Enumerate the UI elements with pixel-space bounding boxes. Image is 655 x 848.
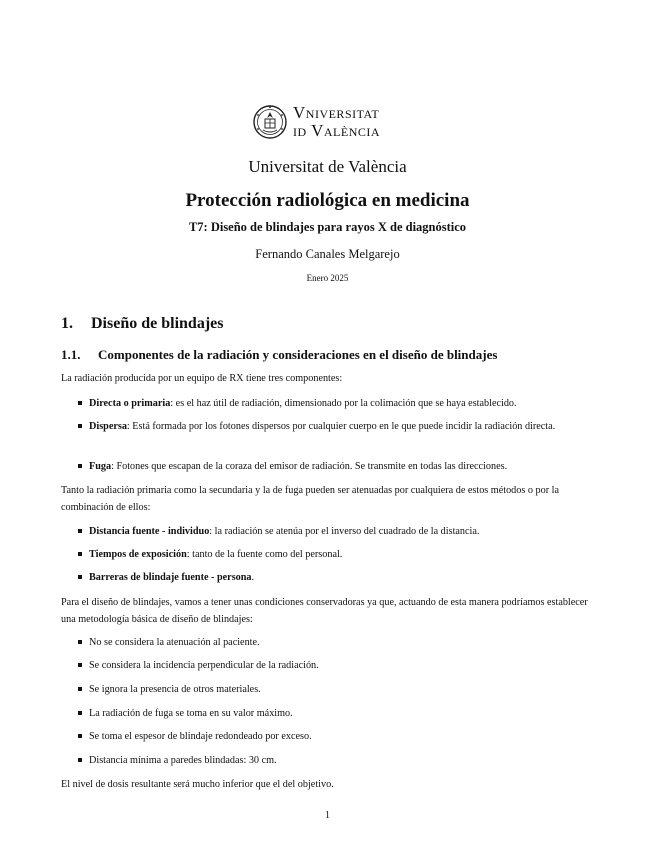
logo-line-1: Vniversitat [293, 103, 380, 122]
item-text: La radiación de fuga se toma en su valor máximo. [89, 708, 293, 719]
list-item [78, 546, 596, 563]
list-item [78, 523, 596, 540]
document-title: Protección radiológica en medicina [185, 190, 470, 211]
bullet [78, 552, 82, 556]
item-text: Se considera la incidencia perpendicular de la radiación. [89, 660, 319, 671]
bullet [78, 640, 82, 644]
item-text: : es el haz útil de radiación, dimensionado por la colimación que se haya establecido. [170, 398, 517, 409]
list-item [78, 752, 596, 769]
list-item [78, 728, 596, 745]
list-item [78, 657, 596, 674]
bullet [78, 711, 82, 715]
document-subtitle: T7: Diseño de blindajes para rayos X de diagnóstico [188, 220, 467, 234]
university-name: Universitat de València [248, 157, 407, 176]
item-text: : tanto de la fuente como del personal. [186, 549, 343, 560]
item-text: : Está formada por los fotones dispersos por cualquier cuerpo en le que puede incidir la radiación directa. [126, 421, 556, 432]
logo-line-2: id València [293, 121, 381, 140]
section-heading [61, 315, 223, 333]
bullet [78, 663, 82, 667]
subsection-number: 1.1. [61, 347, 81, 362]
date: Enero 2025 [306, 273, 349, 283]
conclusion-paragraph: El nivel de dosis resultante será mucho inferior que el del objetivo. [61, 779, 334, 790]
item-text: . [251, 572, 255, 583]
bullet [78, 758, 82, 762]
bullet [78, 575, 82, 579]
item-text: : la radiación se atenúa por el inverso del cuadrado de la distancia. [209, 526, 480, 537]
list-item [78, 418, 596, 435]
list-item [78, 458, 596, 475]
item-text: : Fotones que escapan de la coraza del emisor de radiación. Se transmite en todas las direcciones. [111, 461, 508, 472]
bullet [78, 464, 82, 468]
page-number: 1 [325, 810, 330, 821]
item-text: No se considera la atenuación al paciente. [89, 637, 260, 648]
section-number: 1. [61, 315, 73, 332]
section-title: Diseño de blindajes [91, 315, 224, 332]
item-text: Se toma el espesor de blindaje redondeado por exceso. [89, 731, 312, 742]
bullet [78, 401, 82, 405]
bullet [78, 529, 82, 533]
university-seal-icon [252, 103, 288, 141]
attenuation-paragraph: Tanto la radiación primaria como la secundaria y la de fuga pueden ser atenuadas por cualquiera de estos métodos o por la combinación de ellos: [61, 485, 559, 513]
bullet [78, 424, 82, 428]
list-item [78, 634, 596, 651]
subsection-heading [61, 347, 497, 363]
bullet [78, 734, 82, 738]
item-term: Barreras de blindaje fuente - persona [89, 572, 252, 583]
subsection-title: Componentes de la radiación y consideraciones en el diseño de blindajes [98, 347, 498, 362]
item-term: Dispersa [89, 421, 127, 432]
item-text: Distancia mínima a paredes blindadas: 30 cm. [89, 755, 277, 766]
author: Fernando Canales Melgarejo [255, 247, 400, 261]
list-item [78, 705, 596, 722]
logo-wordmark [293, 104, 380, 140]
item-term: Distancia fuente - individuo [89, 526, 210, 537]
item-term: Directa o primaria [89, 398, 171, 409]
design-paragraph: Para el diseño de blindajes, vamos a tener unas condiciones conservadoras ya que, actuando de esta manera podríamos establecer una metodología básica de diseño de blindajes: [61, 597, 588, 625]
bullet [78, 687, 82, 691]
list-item [78, 569, 596, 586]
intro-paragraph: La radiación producida por un equipo de RX tiene tres componentes: [61, 373, 343, 384]
item-term: Fuga [89, 461, 112, 472]
item-term: Tiempos de exposición [89, 549, 187, 560]
list-item [78, 395, 596, 412]
list-item [78, 681, 596, 698]
item-text: Se ignora la presencia de otros materiales. [89, 684, 261, 695]
university-logo [252, 103, 402, 143]
